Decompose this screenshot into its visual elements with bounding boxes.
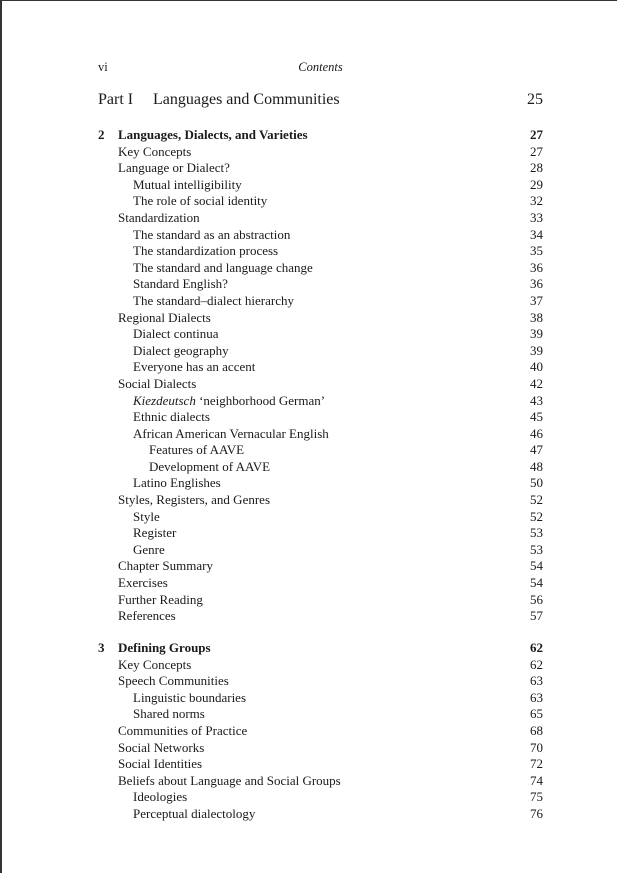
toc-entry-page-number: 53 — [530, 541, 543, 557]
toc-entry-title — [118, 144, 191, 161]
toc-entry[interactable] — [98, 690, 543, 707]
toc-entry[interactable] — [98, 657, 543, 674]
toc-entry-title — [133, 326, 219, 343]
toc-entry[interactable] — [98, 293, 543, 310]
chapter-page-number: 62 — [530, 640, 543, 655]
toc-entry-page-number: 42 — [530, 375, 543, 391]
toc-entry-text: The role of social identity — [133, 193, 268, 209]
toc-entry-text: Perceptual dialectology — [133, 805, 256, 821]
part-title: Languages and Communities — [153, 91, 340, 108]
toc-entry-title — [133, 789, 187, 806]
toc-entry-title — [133, 690, 246, 707]
toc-entry-text: References — [118, 608, 176, 624]
toc-entry[interactable] — [98, 193, 543, 210]
toc-entry[interactable] — [98, 592, 543, 609]
toc-entry[interactable] — [98, 773, 543, 790]
toc-entry-page-number: 48 — [530, 458, 543, 474]
toc-entry[interactable] — [98, 409, 543, 426]
toc-entry-page-number: 74 — [530, 772, 543, 788]
toc-entry-page-number: 35 — [530, 243, 543, 259]
toc-entry[interactable] — [98, 177, 543, 194]
toc-entry-italic-term: Kiezdeutsch — [133, 392, 196, 408]
toc-entry-page-number: 53 — [530, 525, 543, 541]
toc-entry[interactable] — [98, 806, 543, 823]
toc-entry-page-number: 68 — [530, 722, 543, 738]
part-page-number: 25 — [527, 91, 543, 108]
toc-entry-title — [118, 773, 341, 790]
toc-entry-page-number: 38 — [530, 309, 543, 325]
running-head — [98, 60, 543, 76]
toc-entry-text: Styles, Registers, and Genres — [118, 492, 271, 508]
toc-entry-title — [133, 806, 255, 823]
toc-entry[interactable] — [98, 326, 543, 343]
toc-entry-title — [133, 542, 165, 559]
toc-entry-text: Shared norms — [133, 706, 205, 722]
toc-entry-title — [133, 260, 313, 277]
toc-entry[interactable] — [98, 343, 543, 360]
toc-entry-title — [133, 177, 242, 194]
toc-entry-page-number: 28 — [530, 160, 543, 176]
toc-entry-page-number: 56 — [530, 591, 543, 607]
toc-entry-page-number: 54 — [530, 558, 543, 574]
toc-entry-text: The standard as an abstraction — [133, 226, 291, 242]
toc-entry-title — [133, 359, 255, 376]
toc-entry-page-number: 33 — [530, 209, 543, 225]
part-label: Part I — [98, 91, 134, 108]
toc-entry-title — [118, 310, 211, 327]
toc-entry-page-number: 70 — [530, 739, 543, 755]
toc-entry[interactable] — [98, 575, 543, 592]
toc-entry-text: Social Networks — [118, 739, 205, 755]
chapter-title: Languages, Dialects, and Varieties — [118, 127, 308, 142]
toc-entry[interactable] — [98, 558, 543, 575]
toc-entry-page-number: 39 — [530, 342, 543, 358]
toc-entry[interactable] — [98, 144, 543, 161]
toc-entry-title — [118, 592, 203, 609]
chapter-2-toc — [98, 127, 543, 625]
toc-entry[interactable] — [98, 160, 543, 177]
toc-entry-title — [133, 293, 294, 310]
toc-entry-text: The standard–dialect hierarchy — [133, 292, 294, 308]
chapter-heading[interactable] — [98, 127, 543, 144]
toc-entry-text: Development of AAVE — [149, 458, 271, 474]
toc-entry-text: Further Reading — [118, 591, 203, 607]
toc-entry-text: ‘neighborhood German’ — [195, 392, 326, 408]
toc-entry-title — [118, 723, 247, 740]
toc-entry-title — [118, 210, 200, 227]
toc-entry[interactable] — [98, 673, 543, 690]
toc-entry-text: Key Concepts — [118, 143, 192, 159]
toc-entry-title — [118, 376, 196, 393]
toc-entry-title — [118, 575, 168, 592]
toc-entry-page-number: 62 — [530, 656, 543, 672]
toc-entry[interactable] — [98, 789, 543, 806]
toc-entry-title — [133, 393, 325, 410]
page-folio: vi — [98, 60, 108, 74]
toc-entry-text: Features of AAVE — [149, 442, 245, 458]
toc-entry-page-number: 27 — [530, 143, 543, 159]
toc-entry[interactable] — [98, 706, 543, 723]
toc-entry-title — [133, 193, 267, 210]
toc-entry[interactable] — [98, 509, 543, 526]
toc-entry[interactable] — [98, 260, 543, 277]
toc-entry-text: Language or Dialect? — [118, 160, 230, 176]
toc-entry-title — [133, 426, 329, 443]
toc-entry-page-number: 52 — [530, 492, 543, 508]
toc-entry[interactable] — [98, 459, 543, 476]
toc-entry-text: Standardization — [118, 209, 200, 225]
toc-entry-title — [133, 509, 160, 526]
chapter-heading[interactable] — [98, 640, 543, 657]
toc-entry-text: Exercises — [118, 575, 168, 591]
toc-entry-page-number: 36 — [530, 276, 543, 292]
toc-entry-page-number: 43 — [530, 392, 543, 408]
toc-entry[interactable] — [98, 608, 543, 625]
toc-entry-text: Beliefs about Language and Social Groups — [118, 772, 341, 788]
toc-entry-text: Speech Communities — [118, 673, 229, 689]
toc-entry[interactable] — [98, 542, 543, 559]
toc-entry-page-number: 29 — [530, 176, 543, 192]
toc-entry-text: Latino Englishes — [133, 475, 221, 491]
toc-entry-title — [133, 706, 205, 723]
toc-entry[interactable] — [98, 276, 543, 293]
toc-entry[interactable] — [98, 723, 543, 740]
toc-entry-title — [118, 740, 204, 757]
toc-entry-title — [133, 525, 176, 542]
toc-entry-text: Register — [133, 525, 177, 541]
toc-entry-page-number: 37 — [530, 292, 543, 308]
toc-entry[interactable] — [98, 243, 543, 260]
toc-entry[interactable] — [98, 376, 543, 393]
toc-entry-text: Mutual intelligibility — [133, 176, 242, 192]
toc-entry-page-number: 65 — [530, 706, 543, 722]
toc-entry-text: Chapter Summary — [118, 558, 213, 574]
chapter-3-toc — [98, 640, 543, 823]
toc-entry-page-number: 47 — [530, 442, 543, 458]
toc-entry-page-number: 40 — [530, 359, 543, 375]
toc-entry-title — [133, 227, 290, 244]
toc-entry-title — [133, 243, 278, 260]
chapter-page-number: 27 — [530, 127, 543, 142]
toc-entry-text: Communities of Practice — [118, 722, 248, 738]
toc-entry-title — [118, 673, 229, 690]
running-head-title: Contents — [298, 60, 343, 74]
toc-entry-title — [118, 160, 230, 177]
toc-entry[interactable] — [98, 475, 543, 492]
toc-entry-text: Social Dialects — [118, 375, 197, 391]
toc-entry-page-number: 50 — [530, 475, 543, 491]
toc-entry-title — [133, 343, 229, 360]
toc-entry-text: Everyone has an accent — [133, 359, 256, 375]
toc-entry-text: African American Vernacular English — [133, 425, 329, 441]
toc-entry-page-number: 75 — [530, 789, 543, 805]
toc-entry-page-number: 45 — [530, 409, 543, 425]
toc-entry-page-number: 54 — [530, 575, 543, 591]
toc-entry[interactable] — [98, 426, 543, 443]
toc-entry-page-number: 63 — [530, 673, 543, 689]
toc-entry-title — [118, 558, 213, 575]
toc-entry[interactable] — [98, 393, 543, 410]
toc-entry-title — [118, 756, 202, 773]
toc-entry-page-number: 72 — [530, 756, 543, 772]
toc-entry-text: Ideologies — [133, 789, 188, 805]
toc-entry-page-number: 39 — [530, 326, 543, 342]
part-heading[interactable] — [98, 91, 543, 111]
toc-entry[interactable] — [98, 227, 543, 244]
toc-entry-text: The standard and language change — [133, 259, 313, 275]
toc-entry-text: The standardization process — [133, 243, 279, 259]
toc-entry[interactable] — [98, 359, 543, 376]
toc-entry-text: Standard English? — [133, 276, 228, 292]
chapter-title: Defining Groups — [118, 640, 211, 655]
toc-entry-text: Linguistic boundaries — [133, 689, 247, 705]
toc-entry-title — [133, 409, 210, 426]
toc-entry-title — [118, 657, 191, 674]
toc-entry-text: Key Concepts — [118, 656, 192, 672]
toc-entry-page-number: 57 — [530, 608, 543, 624]
toc-entry-page-number: 36 — [530, 259, 543, 275]
toc-entry-text: Dialect geography — [133, 342, 229, 358]
toc-entry-text: Genre — [133, 541, 165, 557]
toc-entry-page-number: 63 — [530, 689, 543, 705]
toc-entry-page-number: 34 — [530, 226, 543, 242]
toc-entry-page-number: 52 — [530, 508, 543, 524]
toc-entry[interactable] — [98, 740, 543, 757]
toc-entry-text: Dialect continua — [133, 326, 219, 342]
toc-entry[interactable] — [98, 525, 543, 542]
toc-entry-title — [149, 442, 244, 459]
toc-entry-title — [133, 276, 228, 293]
toc-entry[interactable] — [98, 492, 543, 509]
toc-entry-text: Social Identities — [118, 756, 203, 772]
toc-entry-text: Style — [133, 508, 160, 524]
toc-entry[interactable] — [98, 310, 543, 327]
toc-entry[interactable] — [98, 442, 543, 459]
chapter-number: 2 — [98, 127, 105, 142]
toc-entry-text: Ethnic dialects — [133, 409, 210, 425]
toc-entry-title — [133, 475, 221, 492]
toc-entry[interactable] — [98, 210, 543, 227]
toc-entry-title — [149, 459, 270, 476]
toc-entry[interactable] — [98, 756, 543, 773]
toc-entry-title — [118, 492, 270, 509]
toc-entry-page-number: 76 — [530, 805, 543, 821]
toc-entry-page-number: 32 — [530, 193, 543, 209]
toc-entry-page-number: 46 — [530, 425, 543, 441]
toc-entry-title — [118, 608, 176, 625]
toc-entry-text: Regional Dialects — [118, 309, 211, 325]
chapter-number: 3 — [98, 640, 105, 655]
